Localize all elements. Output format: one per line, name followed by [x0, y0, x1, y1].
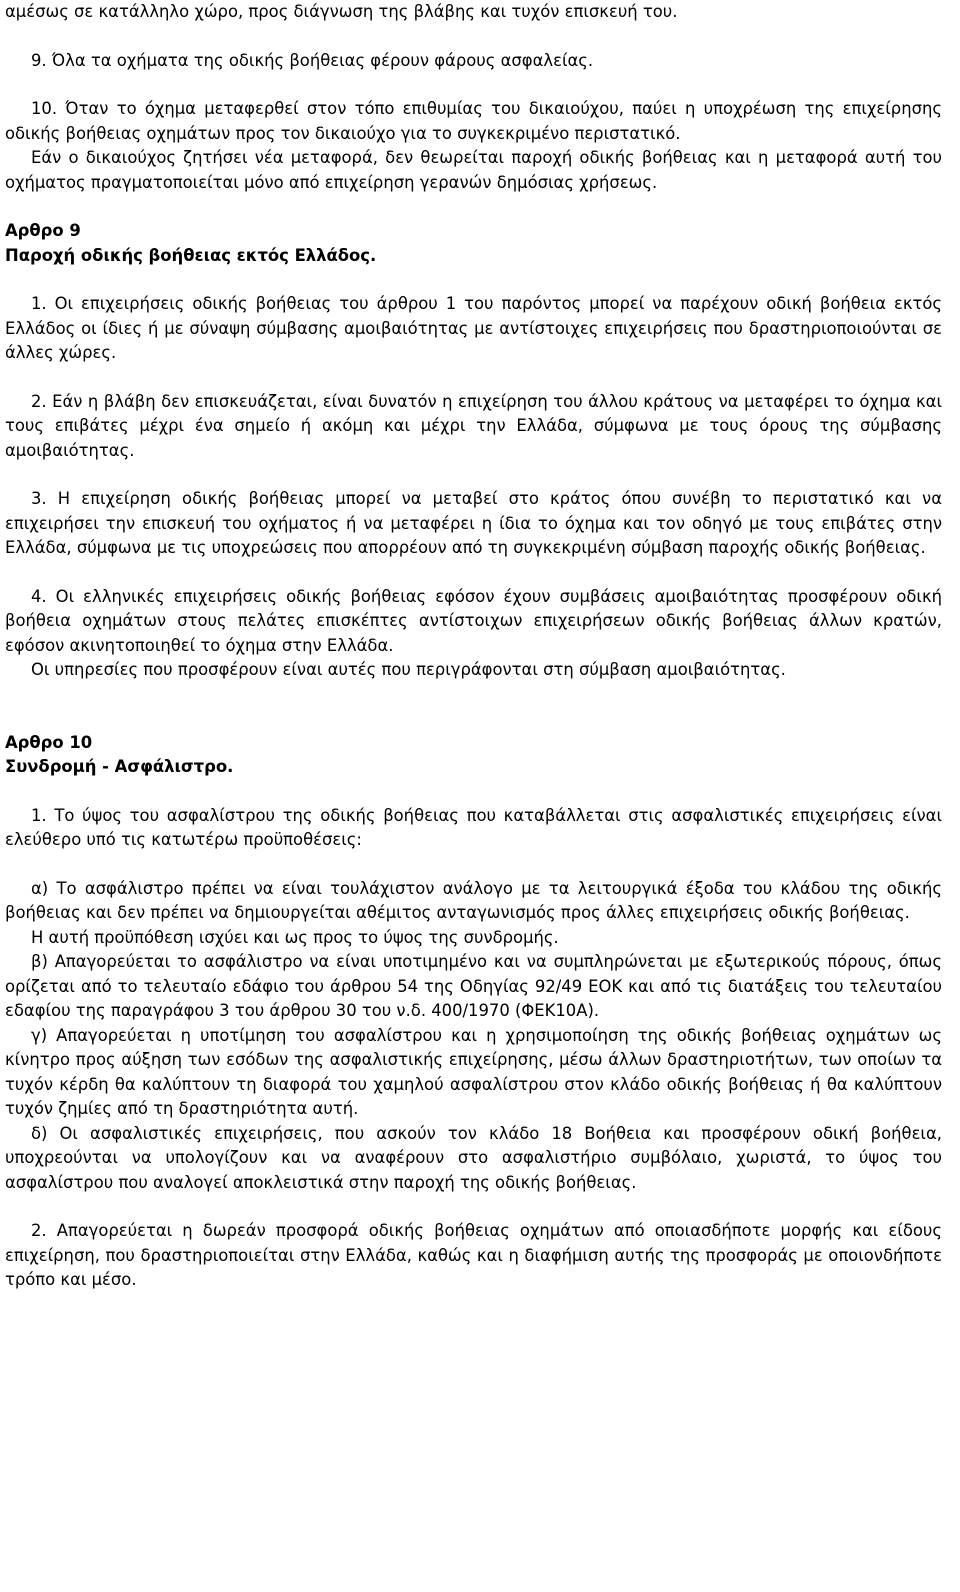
spacer: [5, 195, 942, 219]
spacer: [5, 366, 942, 390]
spacer: [5, 1195, 942, 1219]
article-10-item-c: γ) Απαγορεύεται η υποτίμηση του ασφαλίστρου και η χρησιμοποίηση της οδικής βοήθειας οχημάτων ως κίνητρο προς αύξηση των εσόδων της ασφαλιστικής επιχείρησης, μέσω άλλων δραστηριοτήτων, των οποίων τα τυχόν κέρδη θα καλύπτουν τη διαφορά του χαμηλού ασφαλίστρου στον κλάδο οδικής βοήθειας ή θα καλύπτουν τυχόν ζημίες από τη δραστηριότητα αυτή.: [5, 1025, 942, 1118]
paragraph-item-9: 9. Όλα τα οχήματα της οδικής βοήθειας φέρουν φάρους ασφαλείας.: [31, 50, 594, 70]
article-9-number: Αρθρο 9: [5, 221, 81, 240]
article-10-item-a-continued: Η αυτή προϋπόθεση ισχύει και ως προς το ύψος της συνδρομής.: [31, 927, 559, 947]
spacer: [5, 25, 942, 49]
article-9-title: Παροχή οδικής βοήθειας εκτός Ελλάδος.: [5, 245, 377, 265]
article-10-paragraph-2: 2. Απαγορεύεται η δωρεάν προσφορά οδικής βοήθειας οχημάτων από οποιασδήποτε μορφής και είδους επιχείρηση, που δραστηριοποιείται στην Ελλάδα, καθώς και η διαφήμιση αυτής της προσφοράς με οποιονδήποτε τρόπο και μέσο.: [5, 1221, 942, 1289]
spacer: [5, 853, 942, 877]
article-10-title: Συνδρομή - Ασφάλιστρο.: [5, 757, 234, 776]
spacer: [5, 683, 942, 731]
article-9-paragraph-4: 4. Οι ελληνικές επιχειρήσεις οδικής βοήθειας εφόσον έχουν συμβάσεις αμοιβαιότητας προσφέρουν οδική βοήθεια οχημάτων στους πελάτες επισκέπτες αντίστοιχων επιχειρήσεων οδικής βοήθειας άλλων κρατών, εφόσον ακινητοποιηθεί το όχημα στην Ελλάδα.: [5, 586, 942, 655]
paragraph-continuation: αμέσως σε κατάλληλο χώρο, προς διάγνωση της βλάβης και τυχόν επισκευή του.: [5, 2, 678, 21]
spacer: [5, 463, 942, 487]
spacer: [5, 780, 942, 804]
spacer: [5, 73, 942, 97]
article-10-item-a: α) Το ασφάλιστρο πρέπει να είναι τουλάχιστον ανάλογο με τα λειτουργικά έξοδα του κλάδου της οδικής βοήθειας και δεν πρέπει να δημιουργείται αθέμιτος ανταγωνισμός προς άλλες επιχειρήσεις οδικής βοήθειας.: [5, 878, 942, 922]
article-10-item-b: β) Απαγορεύεται το ασφάλιστρο να είναι υποτιμημένο και να συμπληρώνεται με εξωτερικούς πόρους, όπως ορίζεται από το τελευταίο εδάφιο του άρθρου 54 της Οδηγίας 92/49 ΕΟΚ και από τις διατάξεις του τελευταίου εδαφίου της παραγράφου 3 του άρθρου 30 του ν.δ. 400/1970 (ΦΕΚ10Α).: [5, 952, 942, 1020]
paragraph-item-10-continued: Εάν ο δικαιούχος ζητήσει νέα μεταφορά, δεν θεωρείται παροχή οδικής βοήθειας και η μεταφορά αυτή του οχήματος πραγματοποιείται μόνο από επιχείρηση γερανών δημόσιας χρήσεως.: [5, 148, 942, 192]
article-10-paragraph-1: 1. Το ύψος του ασφαλίστρου της οδικής βοήθειας που καταβάλλεται στις ασφαλιστικές επιχειρήσεις είναι ελεύθερο υπό τις κατωτέρω προϋποθέσεις:: [5, 805, 942, 849]
spacer: [5, 268, 942, 292]
article-9-paragraph-2: 2. Εάν η βλάβη δεν επισκευάζεται, είναι δυνατόν η επιχείρηση του άλλου κράτους να μεταφέρει το όχημα και τους επιβάτες μέχρι ένα σημείο ή ακόμη και μέχρι την Ελλάδα, σύμφωνα με τους όρους της σύμβασης αμοιβαιότητας.: [5, 391, 942, 460]
article-10-number: Αρθρο 10: [5, 732, 93, 752]
article-9-paragraph-4-continued: Οι υπηρεσίες που προσφέρουν είναι αυτές που περιγράφονται στη σύμβαση αμοιβαιότητας.: [31, 660, 786, 679]
article-10-item-d: δ) Οι ασφαλιστικές επιχειρήσεις, που ασκούν τον κλάδο 18 Βοήθεια και προσφέρουν οδική βοήθεια, υποχρεούνται να υπολογίζουν και να αναφέρουν στο ασφαλιστήριο συμβόλαιο, χωριστά, το ύψος του ασφαλίστρου που αναλογεί αποκλειστικά στην παροχή της οδικής βοήθειας.: [5, 1123, 942, 1192]
paragraph-item-10: 10. Όταν το όχημα μεταφερθεί στον τόπο επιθυμίας του δικαιούχου, παύει η υποχρέωση της επιχείρησης οδικής βοήθειας οχημάτων προς τον δικαιούχο για το συγκεκριμένο περιστατικό.: [5, 99, 942, 143]
article-9-paragraph-3: 3. Η επιχείρηση οδικής βοήθειας μπορεί να μεταβεί στο κράτος όπου συνέβη το περιστατικό και να επιχειρήσει την επισκευή του οχήματος ή να μεταφέρει η ίδια το όχημα και τον οδηγό με τους επιβάτες στην Ελλάδα, σύμφωνα με τις υποχρεώσεις που απορρέουν από τη συγκεκριμένη σύμβαση παροχής οδικής βοήθειας.: [5, 489, 942, 557]
spacer: [5, 561, 942, 585]
document-page: [5, 0, 942, 1293]
article-9-paragraph-1: 1. Οι επιχειρήσεις οδικής βοήθειας του άρθρου 1 του παρόντος μπορεί να παρέχουν οδική βοήθεια εκτός Ελλάδος οι ίδιες ή με σύναψη σύμβασης αμοιβαιότητας με αντίστοιχες επιχειρήσεις που δραστηριοποιούνται σε άλλες χώρες.: [5, 294, 942, 362]
